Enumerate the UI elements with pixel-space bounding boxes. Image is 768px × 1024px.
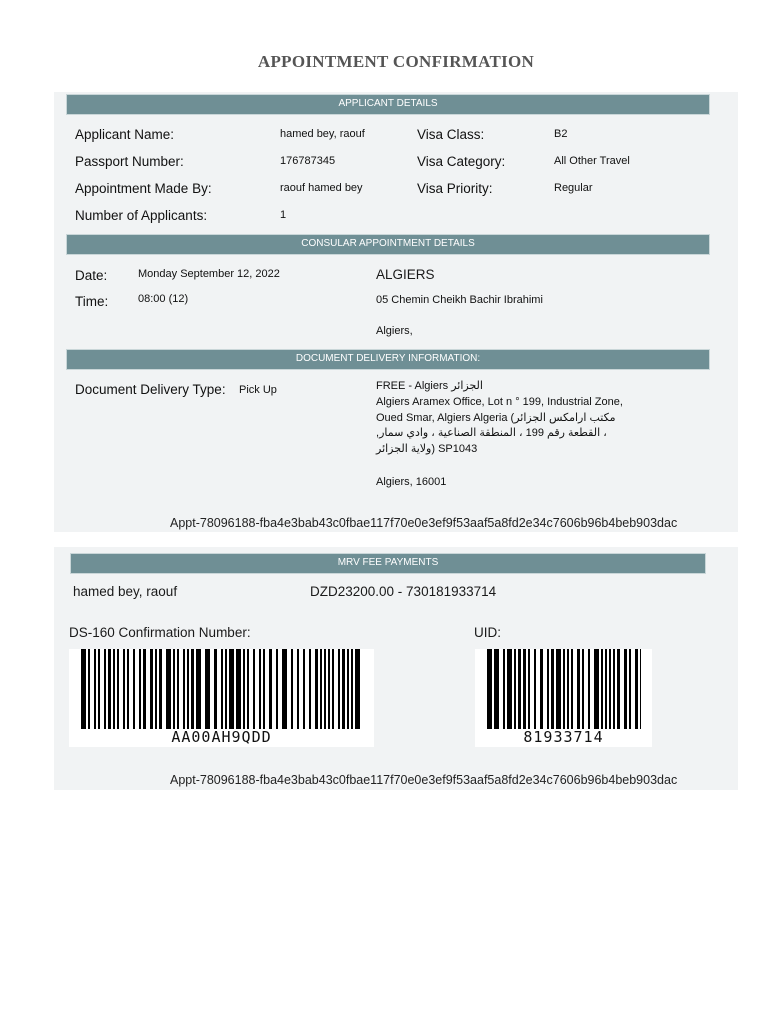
ds160-label: DS-160 Confirmation Number: [69,625,251,640]
barcode-bar [155,649,157,729]
barcode-bar [514,649,516,729]
mrv-payer-name: hamed bey, raouf [73,584,178,599]
barcode-bar [139,649,141,729]
barcode-bar [98,649,100,729]
number-of-applicants-label: Number of Applicants: [75,208,208,223]
barcode-bar [635,649,638,729]
barcode-bar [187,649,189,729]
applicant-name-value: hamed bey, raouf [280,128,365,140]
barcode-bar [582,649,584,729]
barcode-bar [166,649,171,729]
delivery-type-value: Pick Up [239,384,277,396]
mrv-fee-header: MRV FEE PAYMENTS [70,553,706,574]
uid-barcode-bars [475,649,652,731]
barcode-bar [150,649,153,729]
barcode-bar [328,649,330,729]
barcode-bar [263,649,265,729]
barcode-bar [113,649,115,729]
barcode-bar [183,649,185,729]
barcode-bar [342,649,345,729]
barcode-bar [159,649,162,729]
visa-class-label: Visa Class: [417,127,485,142]
appointment-id-footer: Appt-78096188-fba4e3bab43c0fbae117f70e0e3ef9f53aaf5a8fd2e34c7606b96b4beb903dac [170,773,678,787]
barcode-bar [523,649,526,729]
date-label: Date: [75,268,108,283]
barcode-bar [324,649,326,729]
appointment-made-by-label: Appointment Made By: [75,181,212,196]
visa-category-value: All Other Travel [554,155,630,167]
barcode-bar [108,649,111,729]
time-value: 08:00 (12) [138,293,189,305]
barcode-bar [297,649,299,729]
barcode-bar [259,649,261,729]
ds160-barcode-text: AA00AH9QDD [171,728,272,746]
ds160-barcode [69,649,374,747]
barcode-bar [551,649,554,729]
delivery-address-line: ولاية الجزائر) SP1043 [376,443,478,456]
barcode-bar [556,649,561,729]
barcode-bar [567,649,569,729]
barcode-bar [173,649,175,729]
barcode-bar [247,649,249,729]
delivery-address-line: FREE - Algiers الجزائر [376,380,483,392]
barcode-bar [88,649,90,729]
barcode-bar [494,649,499,729]
delivery-type-label: Document Delivery Type: [75,382,226,397]
consular-details-header: CONSULAR APPOINTMENT DETAILS [66,234,710,255]
date-value: Monday September 12, 2022 [138,268,280,280]
barcode-bar [94,649,96,729]
barcode-bar [205,649,210,729]
barcode-bar [315,649,318,729]
applicant-name-label: Applicant Name: [75,127,175,142]
passport-number-label: Passport Number: [75,154,184,169]
barcode-bar [571,649,573,729]
delivery-city-line: Algiers, 16001 [376,476,447,488]
document-title: APPOINTMENT CONFIRMATION [257,52,535,71]
delivery-address-line: Oued Smar, Algiers Algeria (مكتب ارامكس الجزائر [376,411,616,424]
barcode-bar [133,649,135,729]
document-delivery-header: DOCUMENT DELIVERY INFORMATION: [66,349,710,370]
visa-priority-value: Regular [554,182,593,194]
delivery-address-line: Algiers Aramex Office, Lot n ° 199, Industrial Zone, [376,395,623,408]
barcode-bar [221,649,223,729]
barcode-bar [320,649,322,729]
barcode-bar [196,649,201,729]
barcode-bar [282,649,287,729]
barcode-bar [123,649,125,729]
barcode-bar [177,649,179,729]
barcode-bar [601,649,603,729]
mrv-payment-value: DZD23200.00 - 730181933714 [310,584,497,599]
barcode-bar [540,649,543,729]
barcode-bar [214,649,217,729]
barcode-bar [588,649,590,729]
barcode-bar [609,649,611,729]
barcode-bar [613,649,615,729]
barcode-bar [338,649,340,729]
appointment-made-by-value: raouf hamed bey [280,182,363,194]
barcode-bar [225,649,227,729]
barcode-bar [640,649,641,729]
barcode-bar [528,649,530,729]
delivery-address [376,379,666,458]
appointment-details-panel [54,92,738,532]
barcode-bar [229,649,234,729]
applicant-details-header: APPLICANT DETAILS [66,94,710,115]
barcode-bar [594,649,599,729]
mrv-fee-panel [54,547,738,790]
time-label: Time: [75,294,109,309]
barcode-bar [518,649,521,729]
delivery-address-line: ,القطعة رقم 199 ، المنطقة الصناعية ، وادي سمار ، [376,427,607,440]
barcode-bar [507,649,512,729]
barcode-bar [605,649,607,729]
visa-priority-label: Visa Priority: [417,181,493,196]
passport-number-value: 176787345 [280,155,336,167]
barcode-bar [347,649,349,729]
consulate-address-line2: Algiers, [376,325,413,337]
barcode-bar [81,649,86,729]
barcode-bar [191,649,194,729]
appointment-id: Appt-78096188-fba4e3bab43c0fbae117f70e0e3ef9f53aaf5a8fd2e34c7606b96b4beb903dac [170,516,678,530]
barcode-bar [309,649,311,729]
barcode-bar [143,649,146,729]
barcode-bar [243,649,245,729]
uid-barcode-text: 81933714 [523,728,604,746]
number-of-applicants-value: 1 [280,209,287,221]
barcode-bar [269,649,272,729]
barcode-bar [127,649,129,729]
visa-category-label: Visa Category: [417,154,506,169]
uid-label: UID: [474,625,501,640]
barcode-bar [534,649,536,729]
barcode-bar [355,649,360,729]
visa-class-value: B2 [554,128,568,140]
barcode-bar [276,649,278,729]
barcode-bar [253,649,255,729]
barcode-bar [351,649,353,729]
barcode-bar [503,649,505,729]
barcode-bar [617,649,620,729]
barcode-bar [624,649,627,729]
barcode-bar [629,649,631,729]
consulate-city: ALGIERS [376,267,435,282]
barcode-bar [117,649,119,729]
consulate-address-line1: 05 Chemin Cheikh Bachir Ibrahimi [376,294,543,306]
barcode-bar [563,649,565,729]
barcode-bar [577,649,580,729]
barcode-bar [303,649,305,729]
barcode-bar [236,649,241,729]
ds160-barcode-bars [69,649,374,731]
barcode-bar [547,649,549,729]
barcode-bar [104,649,106,729]
barcode-bar [291,649,293,729]
barcode-bar [332,649,334,729]
uid-barcode [475,649,652,747]
barcode-bar [487,649,492,729]
